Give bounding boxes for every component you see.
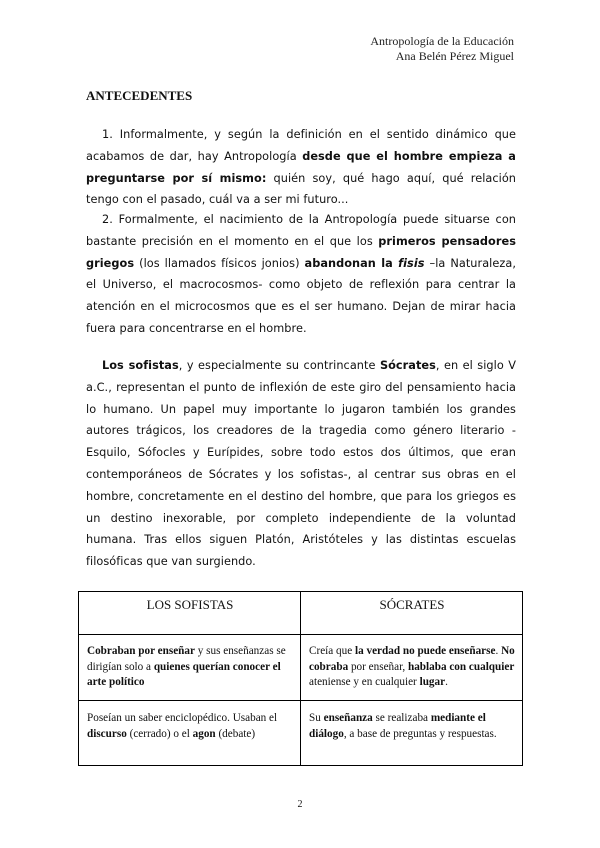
- comparison-table: [78, 591, 523, 766]
- page-number: 2: [297, 799, 303, 810]
- table-row: [79, 635, 523, 701]
- paragraph-sofistas: Los sofistas, y especialmente su contrincante Sócrates, en el siglo V a.C., representan el punto de inflexión de este giro del pensamiento hacia lo humano. Un papel muy importante lo jugaron también los grandes autores trágicos, los creadores de la tragedia como género literario -Esquilo, Sófocles y Eurípides, sobre todo estos dos últimos, que eran contemporáneos de Sócrates y los sofistas-, al centrar sus obras en el hombre, concretamente en el destino del hombre, que para los griegos es un destino inexorable, por completo independiente de la voluntad humana. Tras ellos siguen Platón, Aristóteles y las distintas escuelas filosóficas que van surgiendo.: [86, 359, 516, 569]
- table-cell-sofistas-payment: Cobraban por enseñar y sus enseñanzas se dirigían solo a quienes querían conocer el arte político: [79, 635, 301, 701]
- paragraph-informal: 1. Informalmente, y según la definición en el sentido dinámico que acabamos de dar, hay Antropología desde que el hombre empieza a preguntarse por sí mismo: quién soy, qué hago aquí, qué relación tengo con el pasado, cuál va a ser mi futuro...: [86, 128, 517, 207]
- paragraph-formal: 2. Formalmente, el nacimiento de la Antropología puede situarse con bastante precisión en el momento en el que los primeros pensadores griegos (los llamados físicos jonios) abandonan la fisis –la Naturaleza, el Universo, el macrocosmos- como objeto de reflexión para centrar la atención en el microcosmos que es el ser humano. Dejan de mirar hacia fuera para concentrarse en el hombre.: [86, 213, 516, 335]
- header-author: Ana Belén Pérez Miguel: [395, 49, 514, 63]
- header-course-title: Antropología de la Educación: [370, 34, 514, 48]
- section-title: ANTECEDENTES: [86, 88, 193, 103]
- table-cell-socrates-method: Su enseñanza se realizaba mediante el diálogo, a base de preguntas y respuestas.: [301, 701, 523, 766]
- table-cell-socrates-payment: Creía que la verdad no puede enseñarse. No cobraba por enseñar, hablaba con cualquier ateniense y en cualquier lugar.: [301, 635, 523, 701]
- table-row: [79, 701, 523, 766]
- running-header: [370, 34, 514, 64]
- table-header-sofistas: LOS SOFISTAS: [79, 592, 301, 635]
- table-cell-sofistas-method: Poseían un saber enciclopédico. Usaban el discurso (cerrado) o el agon (debate): [79, 701, 301, 766]
- table-header-row: [79, 592, 523, 635]
- table-header-socrates: SÓCRATES: [301, 592, 523, 635]
